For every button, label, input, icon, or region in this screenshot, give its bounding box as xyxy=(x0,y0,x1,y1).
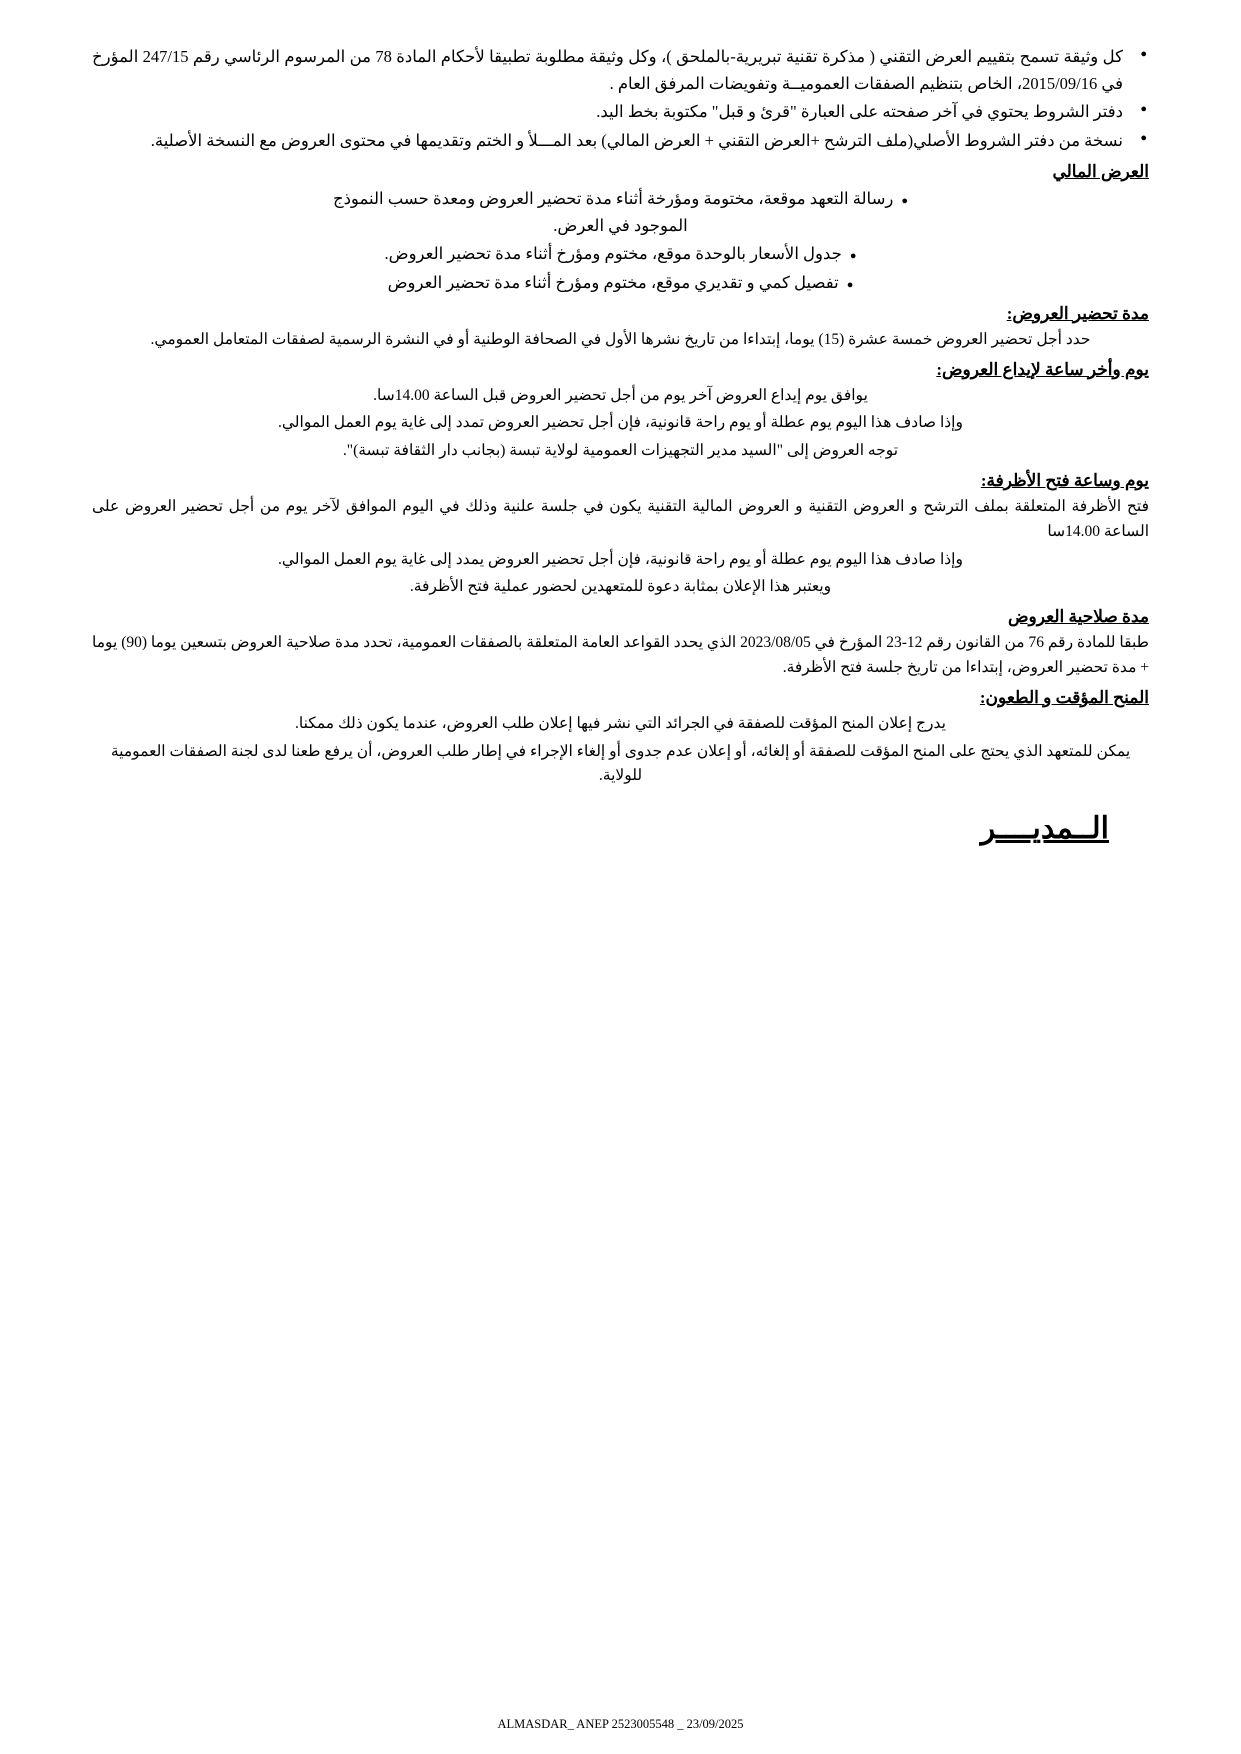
list-item: ● كل وثيقة تسمح بتقييم العرض التقني ( مذكرة تقنية تبريرية-بالملحق )، وكل وثيقة مطلوبة تطبيقا لأحكام المادة 78 من المرسوم الرئاسي رقم 247/15 المؤرخ في 2015/09/16، الخاص بتنظيم الصفقات العموميــة وتفويضات المرفق العام . xyxy=(92,44,1149,97)
section-heading-deposit-deadline: يوم وأخر ساعة لإيداع العروض: xyxy=(936,359,1149,379)
list-item: ● نسخة من دفتر الشروط الأصلي(ملف الترشح +العرض التقني + العرض المالي) بعد المـــلأ و الختم وتقديمها في محتوى العروض مع النسخة الأصلية. xyxy=(92,128,1149,155)
paragraph: وإذا صادف هذا اليوم يوم عطلة أو يوم راحة قانونية، فإن أجل تحضير العروض يمدد إلى غاية يوم العمل الموالي. xyxy=(278,550,963,568)
section-heading-envelope-opening: يوم وساعة فتح الأظرفة: xyxy=(980,470,1149,490)
section-heading-provisional-award: المنح المؤقت و الطعون: xyxy=(979,687,1149,707)
paragraph: فتح الأظرفة المتعلقة بملف الترشح و العروض التقنية و العروض المالية التقنية يكون في جلسة علنية وذلك في اليوم الموافق لآخر يوم من أجل تحضير العروض على الساعة 14.00سا xyxy=(92,497,1149,540)
paragraph: حدد أجل تحضير العروض خمسة عشرة (15) يوما، إبتداءا من تاريخ نشرها الأول في الصحافة الوطنية أو في النشرة الرسمية لصفقات المتعامل العمومي. xyxy=(150,330,1091,348)
page-footer: ALMASDAR_ ANEP 2523005548 _ 23/09/2025 xyxy=(497,1717,744,1731)
paragraph: ويعتبر هذا الإعلان بمثابة دعوة للمتعهدين لحضور عملية فتح الأظرفة. xyxy=(409,578,832,596)
paragraph: توجه العروض إلى "السيد مدير التجهيزات العمومية لولاية تبسة (بجانب دار الثقافة تبسة)". xyxy=(342,442,899,460)
signature-title: الــمديــــر xyxy=(980,812,1109,846)
list-item: ● جدول الأسعار بالوحدة موقع، مختوم ومؤرخ أثناء مدة تحضير العروض. xyxy=(307,241,934,268)
section-heading-preparation-period: مدة تحضير العروض: xyxy=(1006,303,1149,323)
financial-offer-bullets-wrap xyxy=(92,186,1149,297)
paragraph: يوافق يوم إيداع العروض آخر يوم من أجل تحضير العروض قبل الساعة 14.00سا. xyxy=(373,386,868,404)
list-item: ● دفتر الشروط يحتوي في آخر صفحته على العبارة "قرئ و قبل" مكتوبة بخط اليد. xyxy=(92,99,1149,126)
paragraph: طبقا للمادة رقم 76 من القانون رقم 12-23 المؤرخ في 2023/08/05 الذي يحدد القواعد العامة المتعلقة بالصفقات العمومية، تحدد مدة صلاحية العروض بتسعين يوما (90) يوما + مدة تحضير العروض، إبتداءا من تاريخ جلسة فتح الأظرفة. xyxy=(92,634,1149,676)
list-item: ● تفصيل كمي و تقديري موقع، مختوم ومؤرخ أثناء مدة تحضير العروض xyxy=(307,270,934,297)
section-heading-offer-validity: مدة صلاحية العروض xyxy=(1007,607,1149,627)
top-requirements-list xyxy=(92,44,1149,155)
paragraph: وإذا صادف هذا اليوم يوم عطلة أو يوم راحة قانونية، فإن أجل تحضير العروض تمدد إلى غاية يوم العمل الموالي. xyxy=(278,414,963,432)
paragraph: يدرج إعلان المنح المؤقت للصفقة في الجرائد التي نشر فيها إعلان طلب العروض، عندما يكون ذلك ممكنا. xyxy=(295,714,946,732)
list-item: ● رسالة التعهد موقعة، مختومة ومؤرخة أثناء مدة تحضير العروض ومعدة حسب النموذج الموجود في العرض. xyxy=(307,186,934,239)
financial-offer-list xyxy=(307,186,934,297)
section-heading-financial-offer: العرض المالي xyxy=(1052,161,1149,181)
paragraph: يمكن للمتعهد الذي يحتج على المنح المؤقت للصفقة أو إلغائه، أو إعلان عدم جدوى أو إلغاء الإجراء في إطار طلب العروض، أن يرفع طعنا لدى لجنة الصفقات العمومية للولاية. xyxy=(110,742,1131,785)
